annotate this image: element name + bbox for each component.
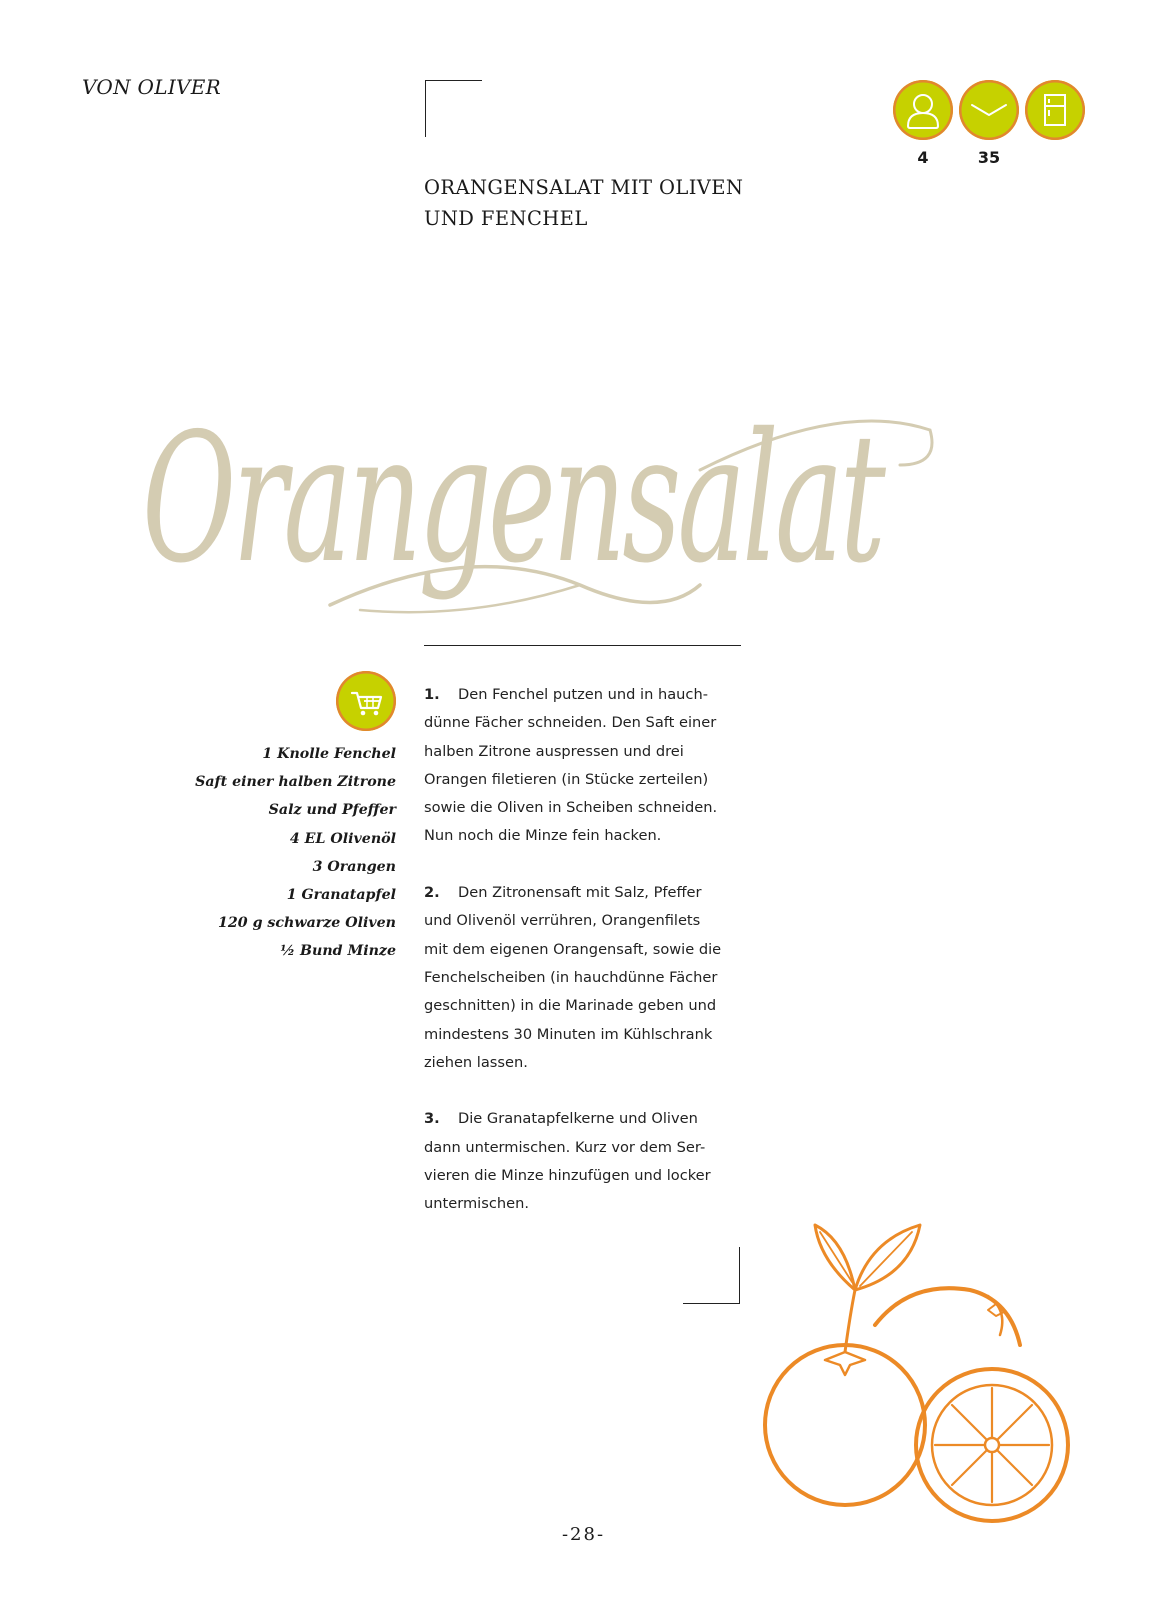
shopping-badge xyxy=(336,671,396,731)
ingredient-item: 4 EL Olivenöl xyxy=(289,830,396,847)
person-icon xyxy=(893,80,953,140)
step-line: vieren die Minze hinzufügen und locker xyxy=(424,1167,711,1185)
time-badge xyxy=(959,80,1019,140)
ingredient-item: 1 Granatapfel xyxy=(286,887,396,904)
step-line: sowie die Oliven in Scheiben schneiden. xyxy=(424,799,718,817)
ingredient-item: 3 Orangen xyxy=(312,858,396,875)
ingredient-item: Saft einer halben Zitrone xyxy=(195,774,396,791)
step-number: 2. xyxy=(424,884,440,902)
fridge-icon xyxy=(1025,80,1085,140)
fridge-badge xyxy=(1025,80,1085,140)
corner-mark-bottom-right xyxy=(683,1247,740,1304)
step-3 xyxy=(424,1105,744,1218)
time-value: 35 xyxy=(977,148,1001,167)
step-line: dann untermischen. Kurz vor dem Ser- xyxy=(424,1138,706,1156)
ingredient-item: 120 g schwarze Oliven xyxy=(218,915,396,932)
step-line: mit dem eigenen Orangensaft, sowie die xyxy=(424,940,722,958)
recipe-title-line-2: UND FENCHEL xyxy=(424,207,588,230)
step-line: dünne Fächer schneiden. Den Saft einer xyxy=(424,714,717,732)
cart-icon xyxy=(336,671,396,731)
instruction-steps xyxy=(424,681,744,1247)
step-2 xyxy=(424,879,744,1077)
corner-mark-top-left xyxy=(425,80,482,137)
servings-badge xyxy=(893,80,953,140)
step-line: Den Zitronensaft mit Salz, Pfeffer xyxy=(458,884,702,902)
page-number: -28- xyxy=(561,1524,606,1545)
step-line: Orangen filetieren (in Stücke zerteilen) xyxy=(424,770,709,788)
script-title-decoration xyxy=(140,370,980,660)
ingredient-item: Salz und Pfeffer xyxy=(268,802,396,819)
step-line: halben Zitrone auspressen und drei xyxy=(424,742,684,760)
step-1 xyxy=(424,681,744,851)
step-line: und Olivenöl verrühren, Orangenfilets xyxy=(424,912,701,930)
step-line: Die Granatapfelkerne und Oliven xyxy=(458,1110,698,1128)
step-line: untermischen. xyxy=(424,1195,529,1213)
ingredient-item: ½ Bund Minze xyxy=(280,943,396,960)
step-line: mindestens 30 Minuten im Kühlschrank xyxy=(424,1025,713,1043)
ingredient-item: 1 Knolle Fenchel xyxy=(262,746,396,762)
recipe-title-line-1: ORANGENSALAT MIT OLIVEN xyxy=(424,176,744,199)
step-line: Den Fenchel putzen und in hauch- xyxy=(458,686,708,703)
step-line: geschnitten) in die Marinade geben und xyxy=(424,997,717,1015)
step-line: Fenchelscheiben (in hauchdünne Fächer xyxy=(424,968,718,986)
step-line: Nun noch die Minze fein hacken. xyxy=(424,827,662,845)
recipe-title xyxy=(424,172,804,234)
oranges-illustration xyxy=(760,1220,1090,1530)
ingredient-list xyxy=(195,740,396,966)
step-line: ziehen lassen. xyxy=(424,1053,528,1071)
divider-line xyxy=(424,645,741,646)
script-title: Orangensalat xyxy=(142,395,887,602)
clock-icon xyxy=(959,80,1019,140)
author-label: VON OLIVER xyxy=(82,75,222,99)
step-number: 3. xyxy=(424,1110,440,1128)
step-number: 1. xyxy=(424,686,440,703)
servings-value: 4 xyxy=(917,148,929,167)
recipe-meta-badges xyxy=(893,80,1093,180)
